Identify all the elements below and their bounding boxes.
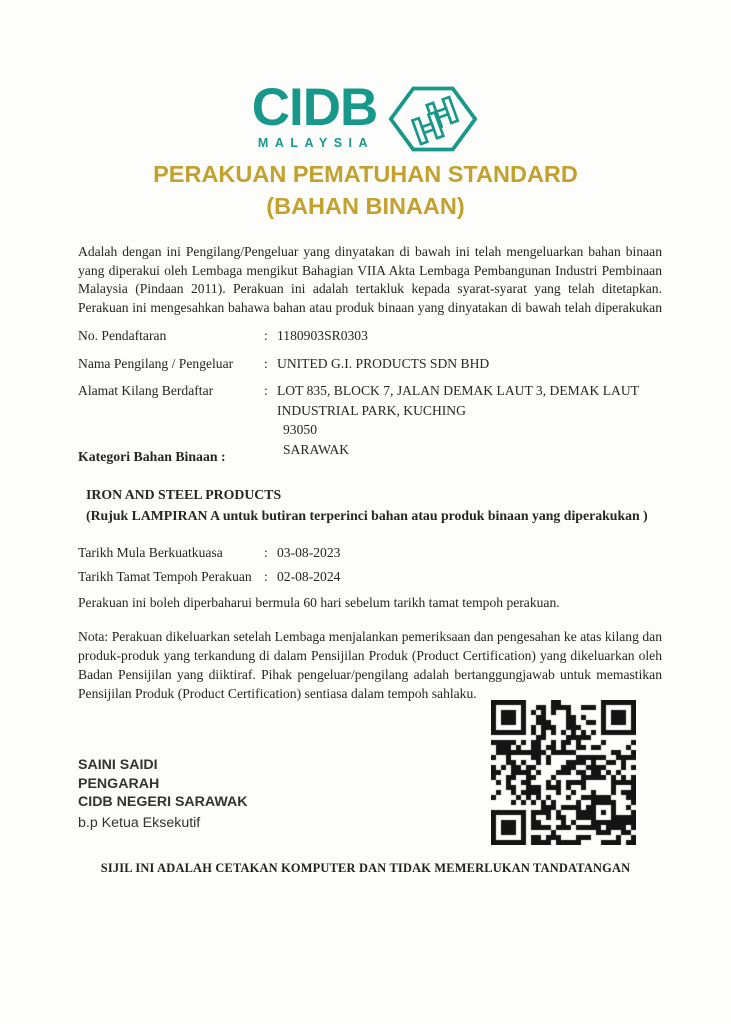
address-line: LOT 835, BLOCK 7, JALAN DEMAK LAUT 3, DEMAK LAUT <box>277 383 639 398</box>
start-date-label: Tarikh Mula Berkuatkuasa <box>78 545 223 560</box>
address-line: 93050 <box>283 422 317 437</box>
document-title-line2: (BAHAN BINAAN) <box>266 193 465 219</box>
registration-number-value: 1180903SR0303 <box>277 328 368 343</box>
manufacturer-name-label: Nama Pengilang / Pengeluar <box>78 355 234 371</box>
registration-number-label: No. Pendaftaran <box>78 328 167 343</box>
signatory-name: SAINI SAIDI <box>78 757 158 773</box>
address-line: SARAWAK <box>283 441 350 457</box>
colon-separator: : <box>264 328 268 343</box>
date-row-end <box>78 567 662 586</box>
signatory-behalf: b.p Ketua Eksekutif <box>78 814 201 831</box>
cidb-logo <box>0 78 731 154</box>
nota-paragraph: Nota: Perakuan dikeluarkan setelah Lembaga menjalankan pemeriksaan dan pengesahan ke atas kilang dan produk-produk yang terkandung di dalam Pensijilan Produk (Product Certification) yang dikeluarkan oleh Badan Pensijilan yang diiktiraf. Pihak pengeluar/pengilang adalah bertanggungjawab untuk memastikan Pensijilan Produk (Product Certification) sentiasa dalam tempoh sahlaku. <box>78 629 662 701</box>
category-value: IRON AND STEEL PRODUCTS <box>86 487 282 502</box>
footer-disclaimer: SIJIL INI ADALAH CETAKAN KOMPUTER DAN TIDAK MEMERLUKAN TANDATANGAN <box>100 861 631 875</box>
logo-sub-text: MALAYSIA <box>257 136 375 150</box>
date-row-start <box>78 543 662 562</box>
category-block <box>78 484 670 526</box>
manufacturer-name-value: UNITED G.I. PRODUCTS SDN BHD <box>277 355 490 371</box>
signatory-org: CIDB NEGERI SARAWAK <box>78 794 248 810</box>
colon-separator: : <box>264 355 268 371</box>
category-label: Kategori Bahan Binaan : <box>78 449 226 464</box>
document-title <box>0 158 731 222</box>
signature-block <box>78 756 662 832</box>
address-line: INDUSTRIAL PARK, KUCHING <box>277 402 466 418</box>
field-row-factory-address <box>78 381 662 459</box>
category-note: (Rujuk LAMPIRAN A untuk butiran terperinci bahan atau produk binaan yang diperakukan ) <box>86 508 648 523</box>
field-row-registration-number <box>78 326 662 346</box>
logo-brand-text: CIDB <box>251 78 378 137</box>
start-date-value: 03-08-2023 <box>277 545 341 560</box>
intro-paragraph: Adalah dengan ini Pengilang/Pengeluar yang dinyatakan di bawah ini telah mengeluarkan bahan binaan yang diperakui oleh Lembaga mengikut Bahagian VIIA Akta Lembaga Pembangunan Industri Pembinaan Malaysia (Pindaan 2011). Perakuan ini adalah tertakluk kepada syarat-syarat yang telah ditetapkan. Perakuan ini mengesahkan bahawa bahan atau produk binaan yang dinyatakan di bawah telah diperakukan <box>78 244 662 315</box>
factory-address-value <box>277 381 662 459</box>
end-date-value: 02-08-2024 <box>277 569 341 584</box>
field-row-manufacturer-name <box>78 354 662 374</box>
renewal-note: Perakuan ini boleh diperbaharui bermula 60 hari sebelum tarikh tamat tempoh perakuan. <box>78 595 560 610</box>
end-date-label: Tarikh Tamat Tempoh Perakuan <box>78 569 252 584</box>
colon-separator: : <box>264 383 268 398</box>
registration-fields <box>78 326 662 467</box>
factory-address-label: Alamat Kilang Berdaftar <box>78 383 214 398</box>
colon-separator: : <box>264 569 268 584</box>
colon-separator: : <box>264 545 268 560</box>
cidb-logo-text <box>251 78 378 150</box>
validity-dates <box>78 543 662 591</box>
cidb-hexagon-emblem-icon <box>387 84 479 154</box>
signatory-title: PENGARAH <box>78 775 160 792</box>
document-title-line1: PERAKUAN PEMATUHAN STANDARD <box>153 161 578 187</box>
